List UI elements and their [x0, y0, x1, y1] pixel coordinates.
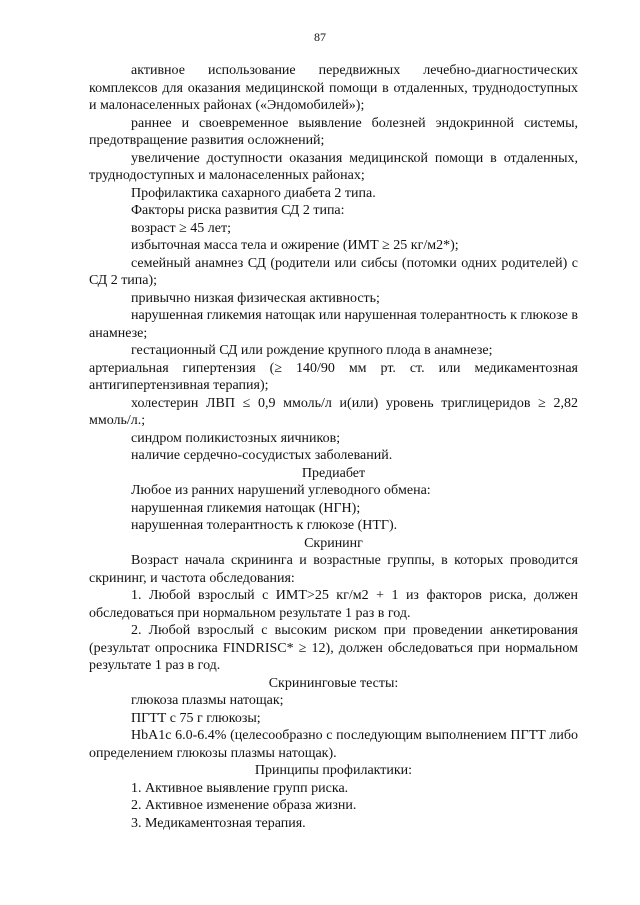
heading-screening-tests: Скрининговые тесты:: [268, 675, 399, 691]
risk-factor-low-activity: привычно низкая физическая активность;: [131, 290, 380, 306]
risk-factor-impaired-glycemia: нарушенная гликемия натощак или нарушенная толерантность к глюкозе в анамнезе;: [89, 308, 578, 341]
risk-factor-cholesterol: холестерин ЛВП ≤ 0,9 ммоль/л и(или) уровень триглицеридов ≥ 2,82 ммоль/л.;: [89, 395, 578, 428]
test-fasting-glucose: глюкоза плазмы натощак;: [131, 693, 284, 708]
document-body: [89, 62, 578, 832]
principle-1: 1. Активное выявление групп риска.: [131, 780, 349, 796]
paragraph-risk-factors-title: Факторы риска развития СД 2 типа:: [131, 203, 345, 218]
test-hba1c: HbA1c 6.0-6.4% (целесообразно с последующим выполнением ПГТТ либо определением глюкозы плазмы натощак).: [89, 728, 578, 761]
test-ogtt: ПГТТ с 75 г глюкозы;: [131, 710, 261, 726]
paragraph-endomobile: активное использование передвижных лечебно-диагностических комплексов для оказания медицинской помощи в отдаленных, труднодоступных и малонаселенных районах («Эндомобилей»);: [89, 63, 578, 113]
risk-factor-pcos: синдром поликистозных яичников;: [131, 430, 341, 446]
risk-factor-hypertension: артериальная гипертензия (≥ 140/90 мм рт. ст. или медикаментозная антигипертензивная терапия);: [89, 360, 578, 393]
page-number: 87: [314, 30, 326, 44]
paragraph-prediabetes-intro: Любое из ранних нарушений углеводного обмена:: [131, 483, 431, 498]
principle-2: 2. Активное изменение образа жизни.: [131, 798, 357, 813]
risk-factor-cardiovascular: наличие сердечно-сосудистых заболеваний.: [131, 448, 393, 463]
risk-factor-gestational: гестационный СД или рождение крупного плода в анамнезе;: [131, 343, 493, 358]
heading-prevention-principles: Принципы профилактики:: [254, 763, 413, 778]
paragraph-screening-intro: Возраст начала скрининга и возрастные группы, в которых проводится скрининг, и частота обследования:: [89, 553, 578, 586]
prediabetes-ntg: нарушенная толерантность к глюкозе (НТГ).: [131, 518, 398, 533]
screening-item-1: 1. Любой взрослый с ИМТ>25 кг/м2 + 1 из факторов риска, должен обследоваться при нормальном результате 1 раз в год.: [89, 588, 578, 621]
risk-factor-family-history: семейный анамнез СД (родители или сибсы (потомки одних родителей) с СД 2 типа);: [89, 255, 578, 288]
paragraph-prevention-title: Профилактика сахарного диабета 2 типа.: [131, 185, 376, 201]
paragraph-accessibility: увеличение доступности оказания медицинской помощи в отдаленных, труднодоступных и малонаселенных районах;: [89, 150, 578, 183]
risk-factor-age: возраст ≥ 45 лет;: [131, 220, 231, 236]
heading-screening: Скрининг: [304, 535, 363, 551]
risk-factor-obesity: избыточная масса тела и ожирение (ИМТ ≥ 25 кг/м2*);: [131, 238, 459, 253]
heading-prediabetes: Предиабет: [301, 465, 366, 481]
paragraph-early-detection: раннее и своевременное выявление болезней эндокринной системы, предотвращение развития осложнений;: [89, 115, 578, 148]
screening-item-2: 2. Любой взрослый с высоким риском при проведении анкетирования (результат опросника FINDRISC* ≥ 12), должен обследоваться при нормальном результате 1 раз в год.: [89, 623, 578, 673]
principle-3: 3. Медикаментозная терапия.: [131, 815, 306, 831]
prediabetes-ngn: нарушенная гликемия натощак (НГН);: [131, 500, 361, 516]
